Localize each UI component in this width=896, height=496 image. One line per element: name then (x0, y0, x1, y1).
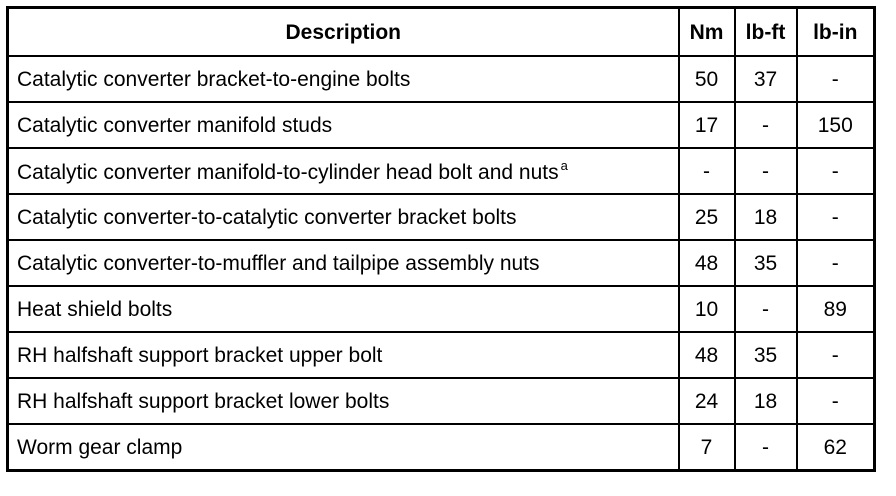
row-description: Catalytic converter-to-catalytic converter bracket bolts (8, 194, 679, 240)
table-row (8, 240, 875, 286)
table-row (8, 378, 875, 424)
header-row (8, 8, 875, 57)
row-lb-ft: - (735, 148, 797, 194)
row-nm: 24 (679, 378, 735, 424)
table-row (8, 56, 875, 102)
row-description: Catalytic converter bracket-to-engine bolts (8, 56, 679, 102)
table-row (8, 424, 875, 471)
row-lb-ft: 18 (735, 194, 797, 240)
row-lb-in: - (797, 378, 875, 424)
row-description: Catalytic converter manifold studs (8, 102, 679, 148)
row-lb-ft: - (735, 424, 797, 471)
row-description: Worm gear clamp (8, 424, 679, 471)
table-row (8, 194, 875, 240)
row-description: Catalytic converter-to-muffler and tailpipe assembly nuts (8, 240, 679, 286)
row-lb-ft: 18 (735, 378, 797, 424)
row-lb-in: 62 (797, 424, 875, 471)
footnote-marker: a (560, 158, 568, 173)
row-nm: - (679, 148, 735, 194)
row-lb-in: 89 (797, 286, 875, 332)
row-nm: 50 (679, 56, 735, 102)
row-nm: 17 (679, 102, 735, 148)
row-lb-in: - (797, 332, 875, 378)
header-description: Description (8, 8, 679, 57)
row-nm: 7 (679, 424, 735, 471)
table-row (8, 286, 875, 332)
row-nm: 48 (679, 332, 735, 378)
row-description: RH halfshaft support bracket lower bolts (8, 378, 679, 424)
header-lb-in: lb-in (797, 8, 875, 57)
row-lb-ft: - (735, 102, 797, 148)
torque-specification-table (6, 6, 876, 472)
row-lb-ft: 35 (735, 240, 797, 286)
row-description-cell (8, 148, 679, 194)
row-lb-ft: 35 (735, 332, 797, 378)
row-description: Catalytic converter manifold-to-cylinder head bolt and nuts (17, 161, 559, 184)
row-nm: 48 (679, 240, 735, 286)
row-lb-ft: 37 (735, 56, 797, 102)
table-row (8, 332, 875, 378)
row-lb-in: - (797, 56, 875, 102)
row-lb-in: - (797, 148, 875, 194)
header-nm: Nm (679, 8, 735, 57)
row-nm: 25 (679, 194, 735, 240)
row-lb-in: - (797, 240, 875, 286)
row-lb-in: - (797, 194, 875, 240)
row-lb-ft: - (735, 286, 797, 332)
row-nm: 10 (679, 286, 735, 332)
header-lb-ft: lb-ft (735, 8, 797, 57)
row-lb-in: 150 (797, 102, 875, 148)
table-row (8, 102, 875, 148)
row-description: RH halfshaft support bracket upper bolt (8, 332, 679, 378)
row-description: Heat shield bolts (8, 286, 679, 332)
table-row (8, 148, 875, 194)
